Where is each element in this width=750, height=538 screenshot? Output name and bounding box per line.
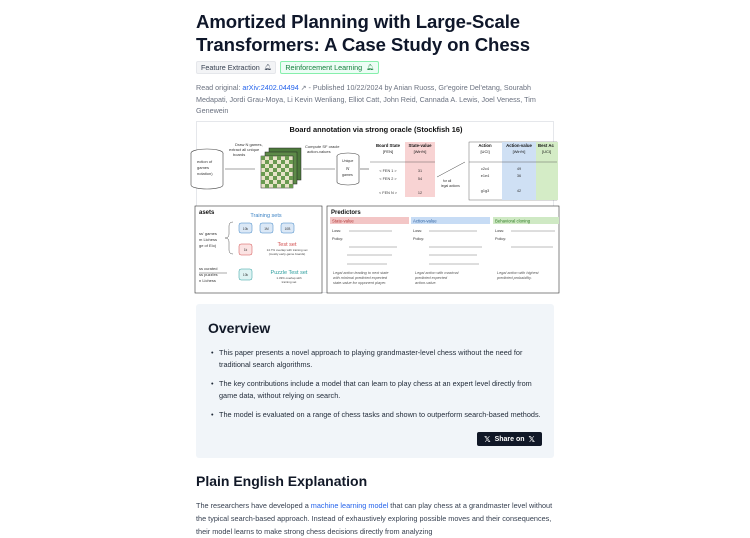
- plain-text-rest: that can play chess at a grandmaster level without the typical search-based approach. Instead of exhaustively exploring possible moves and their consequences, their model learns to make strong chess decisions directly from analyzing: [196, 501, 553, 536]
- figure-diagram: [197, 122, 555, 294]
- tag-reinforcement-learning[interactable]: [280, 61, 378, 74]
- overview-list: [209, 347, 544, 429]
- board-state-table: [370, 142, 435, 197]
- predictor-name: State-value: [332, 218, 354, 224]
- overview-title: Overview: [208, 320, 271, 336]
- puzzle-source-note: n Lichess: [199, 278, 216, 283]
- test-set-label: Test set: [277, 242, 297, 248]
- paper-figure: [196, 121, 554, 293]
- source-note: m Lichess: [199, 237, 218, 242]
- overview-card: [196, 304, 554, 458]
- training-dbs: [239, 223, 294, 233]
- action-table: [469, 142, 558, 200]
- action-value-header-1: Action-value: [506, 143, 532, 148]
- action-row: e1e4: [480, 174, 490, 178]
- loss-label: Loss:: [495, 229, 505, 233]
- bell-icon: 🔔︎: [263, 64, 272, 71]
- overview-bullet: • The model is evaluated on a range of chess tasks and shown to outperform search-based methods.: [209, 409, 544, 421]
- board-state-header-1: Board State: [375, 143, 401, 148]
- puzzle-note-1: 1.33% overlap with: [276, 276, 302, 280]
- puzzle-source-note: ss puzzles: [199, 272, 218, 277]
- plain-text-start: The researchers have developed a: [196, 501, 311, 510]
- tag-label: Feature Extraction: [201, 62, 260, 72]
- arxiv-link[interactable]: arXiv:2402.04494: [242, 83, 299, 92]
- board-row: < FEN 2 >: [379, 177, 397, 181]
- overview-bullet: • This paper presents a novel approach to playing grandmaster-level chess without the need for traditional search algorithms.: [209, 347, 544, 370]
- step1-line1: Draw N games,: [235, 142, 263, 147]
- step1-line2: extract all unique: [229, 147, 260, 152]
- predictor-caption: with minimal predicted expected: [333, 276, 388, 280]
- games-db-1: Unique: [342, 159, 354, 163]
- x-logo-icon: 𝕏: [484, 434, 491, 444]
- action-value-cell: 42: [516, 189, 522, 193]
- tag-feature-extraction[interactable]: [196, 61, 276, 74]
- predictor-caption: predicted expected: [415, 276, 448, 280]
- collection-db: [191, 149, 223, 189]
- datasets-panel: [195, 206, 322, 293]
- datasets-title: asets: [199, 210, 215, 216]
- step2-line2: action-values: [307, 149, 331, 154]
- best-action-header-1: Best Ac: [538, 143, 554, 148]
- figure-title: Board annotation via strong oracle (Stockfish 16): [289, 125, 463, 134]
- puzzle-set-label: Puzzle Test set: [270, 270, 308, 276]
- test-note-2: (mostly early-game boards): [268, 252, 306, 256]
- policy-label: Policy:: [495, 237, 507, 241]
- machine-learning-model-link[interactable]: machine learning model: [310, 501, 389, 510]
- test-size: 1k: [243, 248, 248, 252]
- training-size: 10k: [242, 227, 249, 231]
- unique-games-db: [337, 153, 359, 185]
- overview-bullet: • The key contributions include a model that can learn to play chess at an expert level directly from game data, without relying on search.: [209, 378, 544, 401]
- step2-line1: Compute SF oracle: [305, 144, 340, 149]
- action-header-2: [UCI]: [480, 149, 490, 154]
- state-value-header-2: [Win%]: [413, 149, 427, 154]
- state-value-cell: 12: [417, 191, 423, 195]
- predictors-title: Predictors: [331, 210, 361, 216]
- for-all-1: for all: [443, 179, 452, 183]
- board-state-header-2: [FEN]: [382, 149, 394, 154]
- predictor-caption: predicted probability.: [497, 276, 532, 280]
- action-value-cell: 49: [516, 167, 522, 171]
- test-note-1: 14.7% overlap with training set: [266, 248, 308, 252]
- games-db-2: N: [346, 166, 350, 171]
- predictor-caption: state-value for opponent player.: [333, 281, 387, 285]
- loss-label: Loss:: [332, 229, 342, 233]
- policy-label: Policy:: [413, 237, 425, 241]
- predictor-name: Behavioral cloning: [495, 218, 531, 224]
- share-on-x-button[interactable]: [477, 432, 542, 446]
- plain-english-title: Plain English Explanation: [196, 473, 368, 489]
- predictors-panel: [327, 206, 559, 293]
- state-value-header-1: State-value: [408, 143, 432, 148]
- read-original-label: Read original:: [196, 83, 243, 92]
- training-size: 1M: [264, 227, 269, 231]
- games-db-3: games: [342, 173, 353, 177]
- predictor-caption: Legal action leading to next state: [333, 271, 389, 275]
- publish-info: - Published 10/22/2024 by Anian Ruoss, Gr'egoire Del'etang, Sourabh Medapati, Jordi Grau-Moya, Li Kevin Wenliang, Elliot Catt, John Reid, Cannada A. Lewis, Joel Veness, Tim Genewein: [196, 83, 536, 115]
- training-sets-label: Training sets: [250, 213, 282, 219]
- predictor-name: Action-value: [413, 218, 437, 224]
- tag-list: [196, 61, 554, 75]
- share-label: Share on: [494, 435, 525, 443]
- state-value-cell: 54: [417, 177, 423, 181]
- training-size: 10B: [284, 227, 291, 231]
- source-note: ss' games: [199, 231, 217, 236]
- x-logo-icon: 𝕏: [528, 434, 535, 444]
- board-row: < FEN N >: [379, 191, 397, 195]
- action-header-1: Action: [478, 143, 492, 148]
- db-text-1: ection of: [197, 159, 213, 164]
- puzzle-note-2: training set: [281, 280, 297, 284]
- db-text-3: notation): [197, 171, 213, 176]
- action-value-header-2: [Win%]: [512, 149, 526, 154]
- paper-meta: [196, 82, 554, 116]
- plain-english-text: [196, 499, 554, 538]
- predictor-caption: action-value.: [415, 281, 437, 285]
- tag-label: Reinforcement Learning: [285, 62, 363, 72]
- step1-line3: boards: [233, 152, 246, 157]
- chess-boards-icon: [261, 148, 301, 188]
- puzzle-source-note: ss curated: [199, 266, 218, 271]
- state-value-cell: 31: [417, 169, 423, 173]
- source-note: ge of Elo): [199, 243, 217, 248]
- best-action-header-2: [UCI]: [542, 149, 552, 154]
- board-row: < FEN 1 >: [379, 169, 397, 173]
- predictor-caption: Legal action with maximal: [415, 271, 459, 275]
- db-text-2: games: [197, 165, 210, 170]
- action-value-cell: 36: [516, 174, 522, 178]
- external-link-icon: ↗: [298, 85, 307, 92]
- puzzle-size: 10k: [242, 273, 249, 277]
- predictor-caption: Legal action with highest: [497, 271, 539, 275]
- arrow-4: [437, 162, 465, 177]
- page-title: Amortized Planning with Large-Scale Transformers: A Case Study on Chess: [196, 11, 531, 55]
- bell-icon: 🔔︎: [366, 64, 374, 71]
- for-all-2: legal actions: [441, 184, 460, 188]
- action-row: c2c4: [480, 167, 490, 171]
- policy-label: Policy:: [332, 237, 344, 241]
- action-row: g1g3: [480, 189, 490, 193]
- loss-label: Loss:: [413, 229, 423, 233]
